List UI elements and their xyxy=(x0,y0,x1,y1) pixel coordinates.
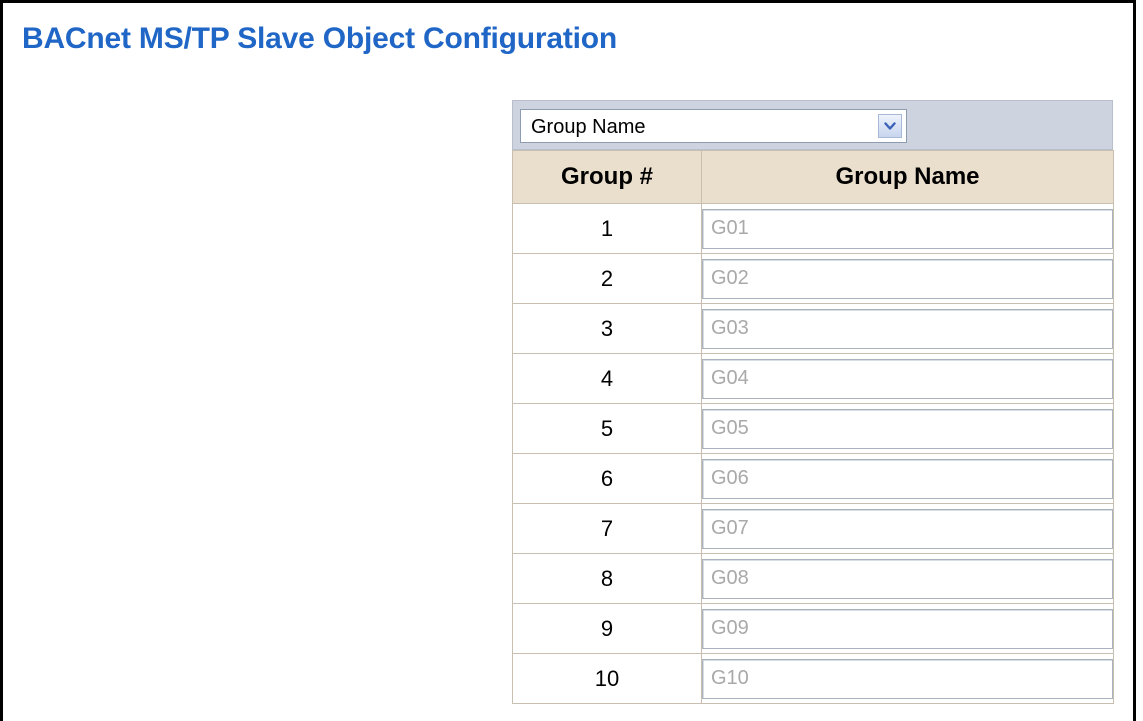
table-header-row xyxy=(513,151,1114,204)
group-name-cell xyxy=(702,504,1114,554)
group-name-cell xyxy=(702,204,1114,254)
table-row xyxy=(513,404,1114,454)
group-name-cell xyxy=(702,654,1114,704)
view-select-value: Group Name xyxy=(531,116,646,138)
group-name-input[interactable] xyxy=(702,659,1113,699)
group-name-cell xyxy=(702,604,1114,654)
group-name-input[interactable] xyxy=(702,409,1113,449)
table-row xyxy=(513,554,1114,604)
group-number: 7 xyxy=(513,504,702,554)
table-row xyxy=(513,604,1114,654)
table-row xyxy=(513,304,1114,354)
group-number: 1 xyxy=(513,204,702,254)
group-name-input[interactable] xyxy=(702,359,1113,399)
group-number: 5 xyxy=(513,404,702,454)
group-number: 9 xyxy=(513,604,702,654)
group-name-input[interactable] xyxy=(702,609,1113,649)
group-number: 4 xyxy=(513,354,702,404)
table-row xyxy=(513,204,1114,254)
table-row xyxy=(513,254,1114,304)
group-number: 2 xyxy=(513,254,702,304)
group-name-input[interactable] xyxy=(702,209,1113,249)
group-name-cell xyxy=(702,254,1114,304)
group-name-input[interactable] xyxy=(702,559,1113,599)
table-row xyxy=(513,454,1114,504)
column-header-group-number: Group # xyxy=(513,151,702,204)
group-name-input[interactable] xyxy=(702,309,1113,349)
group-number: 3 xyxy=(513,304,702,354)
column-header-group-name: Group Name xyxy=(702,151,1114,204)
chevron-down-icon[interactable] xyxy=(878,114,902,138)
group-config-panel xyxy=(512,100,1113,704)
table-row xyxy=(513,504,1114,554)
page-title: BACnet MS/TP Slave Object Configuration xyxy=(22,22,618,55)
group-name-cell xyxy=(702,554,1114,604)
group-name-input[interactable] xyxy=(702,459,1113,499)
group-table xyxy=(512,150,1114,704)
group-name-cell xyxy=(702,404,1114,454)
group-name-input[interactable] xyxy=(702,509,1113,549)
group-name-cell xyxy=(702,354,1114,404)
group-name-input[interactable] xyxy=(702,259,1113,299)
group-number: 6 xyxy=(513,454,702,504)
group-number: 8 xyxy=(513,554,702,604)
group-number: 10 xyxy=(513,654,702,704)
view-select-bar xyxy=(512,100,1113,150)
table-row xyxy=(513,354,1114,404)
group-name-cell xyxy=(702,304,1114,354)
table-row xyxy=(513,654,1114,704)
view-select[interactable] xyxy=(520,109,907,143)
group-name-cell xyxy=(702,454,1114,504)
